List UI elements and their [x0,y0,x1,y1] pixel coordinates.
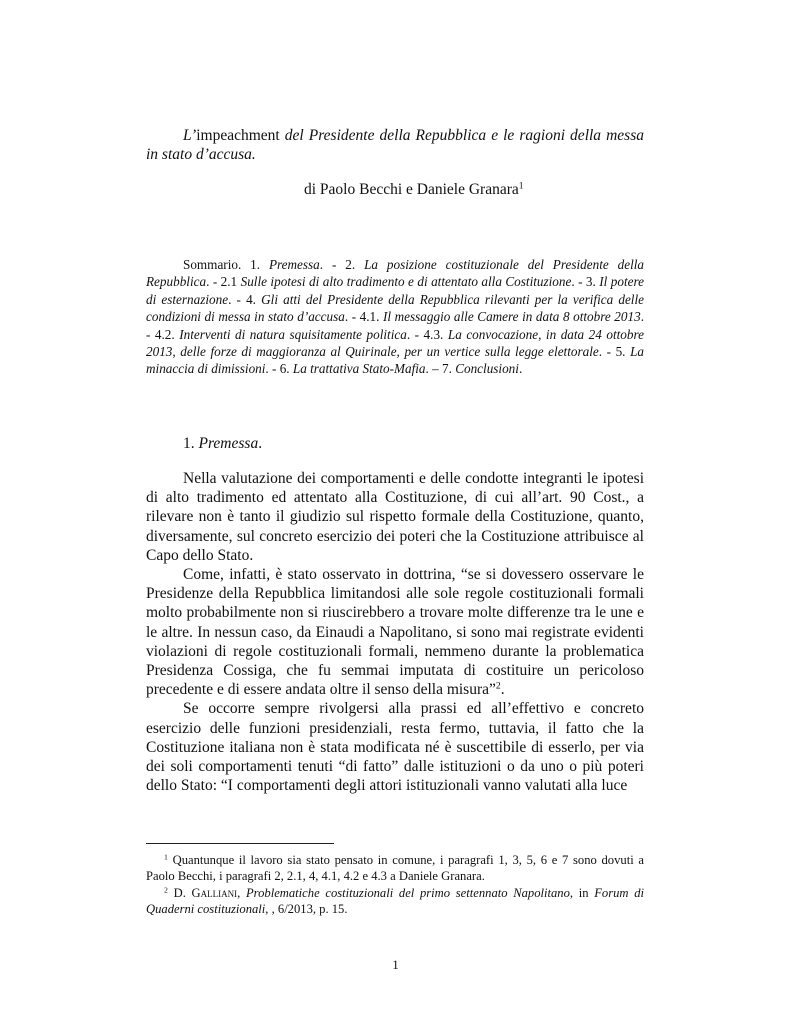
summary-item-title: La trattativa Stato-Mafia [292,361,426,377]
title-part-italic-rest: del Presidente della Repubblica e le ragioni della messa in stato d’accusa. [146,127,644,163]
title-part-italic: L’ [183,127,197,144]
summary-item-title: Sulle ipotesi di alto tradimento e di attentato alla Costituzione [240,274,572,290]
summary-text: . - 4.3. [406,326,448,342]
summary-item-title: La convocazione, in data 24 ottobre 2013, delle forze di maggioranza al Quirinale, per un vertice sulla legge elettorale [146,326,644,360]
summary-item-title: Il messaggio alle Camere in data 8 ottobre 2013 [383,309,641,325]
footnote-2 [146,885,644,918]
summary-text: . - 6. [265,361,293,377]
section-heading [183,434,483,453]
summary-text: . [518,361,523,377]
summary-item-title: La minaccia di dimissioni [146,344,644,377]
body-text [146,469,644,795]
footnote-2-author: Galliani [191,885,238,900]
title-part-roman: impeachment [196,127,280,144]
footnote-ref-1[interactable]: 1 [518,180,524,192]
footnote-1 [146,852,644,885]
footnote-2-text: , , 6/2013, p. 15. [265,902,348,917]
section-heading-end: . [258,435,263,452]
section-number: 1. [183,435,199,452]
body-paragraph-2 [146,565,644,699]
summary-item-title: Gli atti del Presidente della Repubblica rilevanti per la verifica delle condizioni di messa in stato d’accusa [146,291,644,325]
footnote-2-mark: 2 [164,885,168,895]
authors-line [304,180,524,199]
authors-text: di Paolo Becchi e Daniele Granara [304,181,519,198]
body-paragraph-1: Nella valutazione dei comportamenti e delle condotte integranti le ipotesi di alto tradimento ed attentato alla Costituzione, di cui all’art. 90 Cost., a rilevare non è tanto il giudizio sul rispetto formale della Costituzione, quanto, diversamente, sul concreto esercizio dei poteri che la Costituzione attribuisce al Capo dello Stato. [146,470,644,564]
footnote-2-text: , [237,885,246,900]
footnote-separator [146,843,334,844]
summary-item-title: Interventi di natura squisitamente politica [179,326,407,342]
footnote-2-work-title: Problematiche costituzionali del primo settennato Napolitano [245,885,570,900]
summary-text: . - 4.2. [146,309,644,342]
summary-item-title: Il potere di esternazione [146,274,644,307]
page-number: 1 [392,957,399,972]
summary-paragraph [146,256,644,378]
summary-text: . - 4.1. [344,309,384,325]
paragraph-end: . [500,681,505,699]
summary-text: . - 2.1 [206,274,241,290]
summary-text: . – 7. [425,361,456,377]
summary-text: Sommario. 1. [183,257,269,272]
section-title: Premessa [198,435,259,452]
footnote-1-mark: 1 [164,852,168,862]
footnote-1-text: Quantunque il lavoro sia stato pensato in comune, i paragrafi 1, 3, 5, 6 e 7 sono dovuti a Paolo Becchi, i paragrafi 2, 2.1, 4, 4.1, 4.2 e 4.3 a Daniele Granara. [146,853,644,884]
paragraph-text: Come, infatti, è stato osservato in dottrina, “se si dovessero osservare le Presidenze della Repubblica limitandosi alle sole regole costituzionali formali molto probabilmente non si riuscirebbero a trovare molte differenze tra le une e le altre. In nessun caso, da Einaudi a Napolitano, si sono mai registrate evidenti violazioni di regole costituzionali formali, nemmeno durante la problematica Presidenza Cossiga, che fu semmai imputata di costituire un pericoloso precedente e di essere andata oltre il senso della misura” [146,566,644,699]
summary-item-title: La posizione costituzionale del Presidente della Repubblica [146,257,644,290]
summary-item-title: Conclusioni [455,361,519,377]
summary-text: . - 5. [598,344,631,360]
footnotes [146,852,644,918]
summary-text: . - 4. [228,291,262,307]
paper-title [146,126,644,164]
footnote-ref-2[interactable]: 2 [495,680,501,692]
summary-text: . - 2. [319,257,365,272]
summary-text: . - 3. [571,274,600,290]
footnote-2-text: , in [569,885,595,900]
body-paragraph-3: Se occorre sempre rivolgersi alla prassi ed all’effettivo e concreto esercizio delle funzioni presidenziali, resta fermo, tuttavia, il fatto che la Costituzione italiana non è stata modificata né è suscettibile di esserlo, per via dei soli comportamenti tenuti “di fatto” dalle istituzioni o da uno o più poteri dello Stato: “I comportamenti degli attori istituzionali vanno valutati alla luce [146,700,644,795]
footnote-2-journal: Forum di Quaderni costituzionali [146,885,645,917]
footnote-2-text: D. [167,885,192,900]
summary-item-title: Premessa [268,257,320,272]
